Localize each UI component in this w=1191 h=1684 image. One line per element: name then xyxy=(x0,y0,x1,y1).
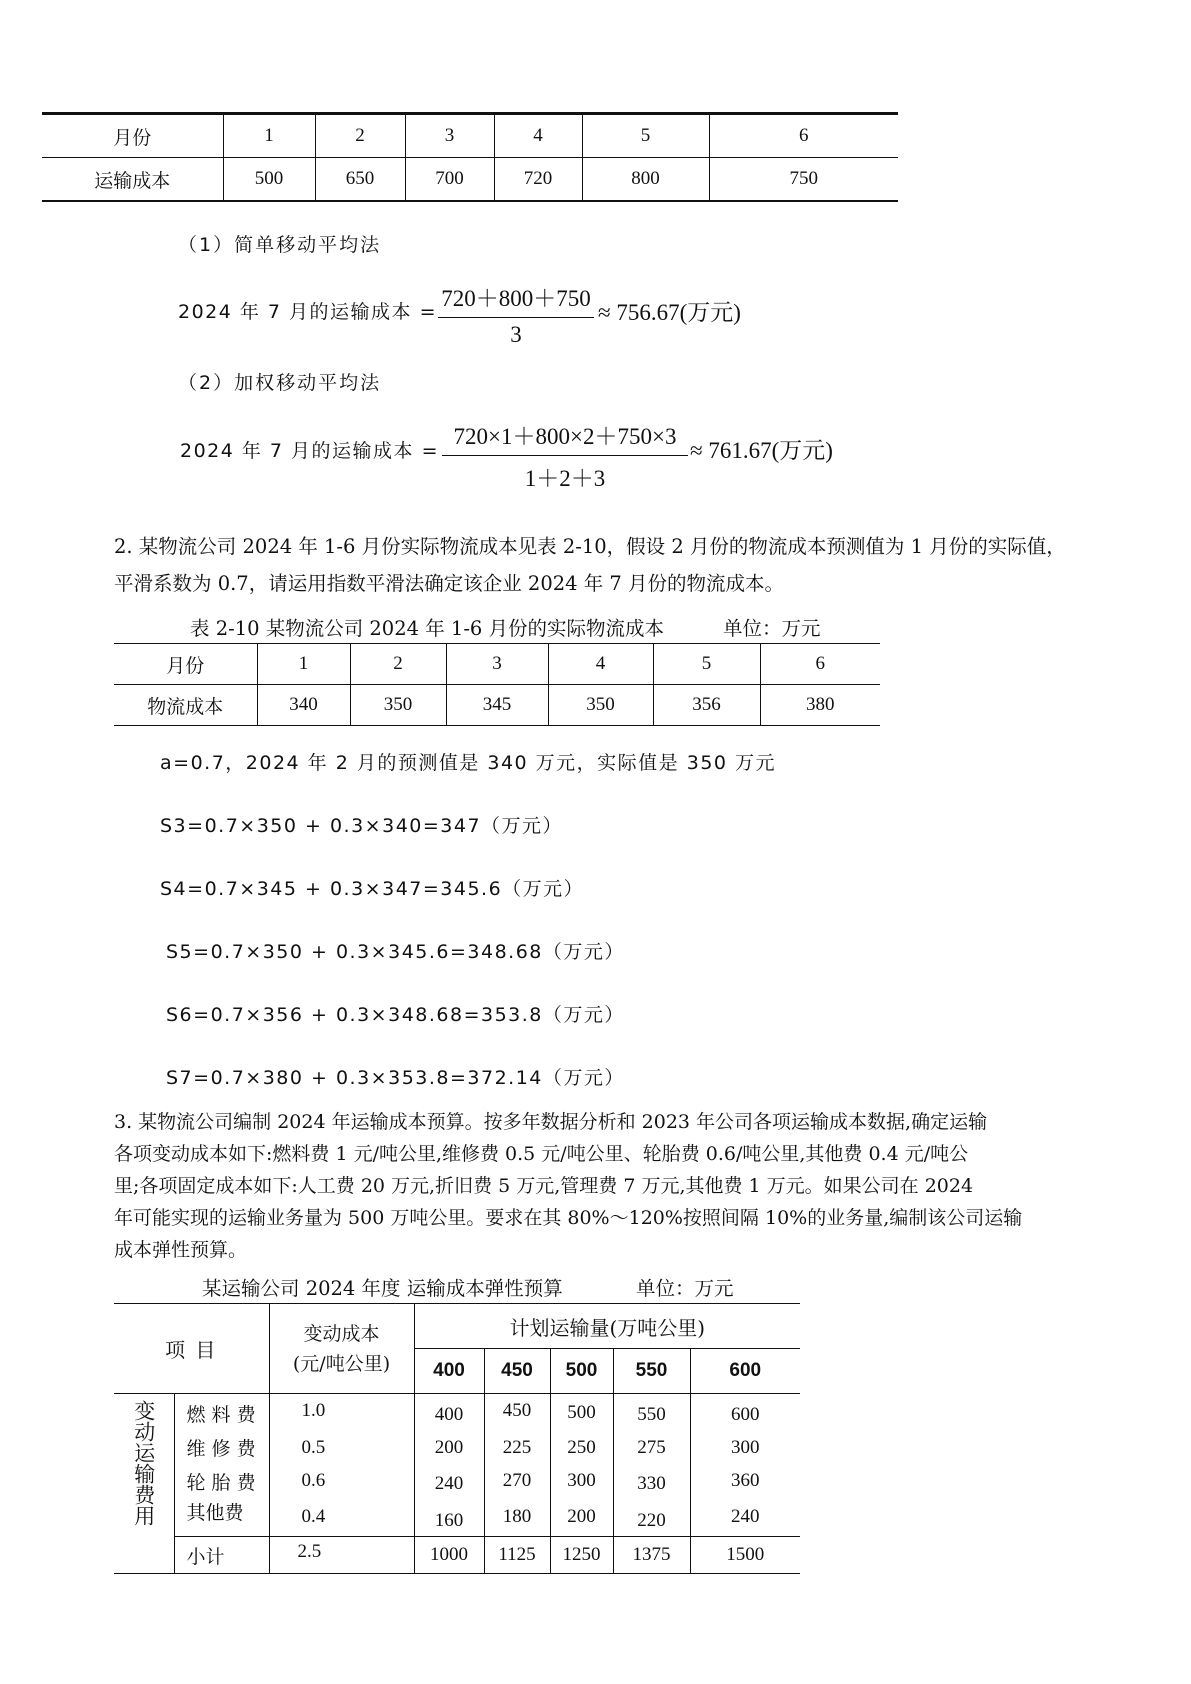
subtotal-cell: 1000 xyxy=(414,1537,484,1574)
table-row xyxy=(42,114,898,158)
q2-table-unit: 单位：万元 xyxy=(723,617,821,640)
table-row xyxy=(114,1464,800,1498)
logistics-cost-table xyxy=(114,643,880,726)
table-cell: 450 xyxy=(484,1394,550,1432)
table-cell: 250 xyxy=(550,1431,613,1464)
header-variable-cost xyxy=(269,1304,414,1394)
q3-table-unit: 单位：万元 xyxy=(636,1277,734,1300)
table-cell: 2 xyxy=(315,114,405,158)
table-row xyxy=(42,158,898,202)
q2-given: a=0.7，2024 年 2 月的预测值是 340 万元，实际值是 350 万元 xyxy=(160,752,777,774)
header-planned-volume: 计划运输量(万吨公里) xyxy=(414,1304,800,1349)
table-cell: 800 xyxy=(582,158,709,202)
volume-header: 550 xyxy=(613,1349,690,1394)
method1-lhs: 2024 年 7 月的运输成本 = xyxy=(178,301,438,323)
q2-text xyxy=(114,528,1174,602)
method2-fraction xyxy=(442,418,688,493)
table-row xyxy=(114,644,880,685)
q2-s4: S4=0.7×345 + 0.3×347=345.6（万元） xyxy=(160,878,585,900)
table-cell: 270 xyxy=(484,1464,550,1498)
subtotal-cell: 1125 xyxy=(484,1537,550,1574)
row-header: 运输成本 xyxy=(94,169,171,192)
table-row xyxy=(114,1394,800,1432)
q2-s7: S7=0.7×380 + 0.3×353.8=372.14（万元） xyxy=(166,1067,625,1089)
table-cell: 1 xyxy=(223,114,315,158)
q2-s3: S3=0.7×350 + 0.3×340=347（万元） xyxy=(160,815,564,837)
method1-numerator: 720＋800＋750 xyxy=(441,286,591,311)
table-row xyxy=(114,1431,800,1464)
table-cell: 345 xyxy=(446,685,548,726)
table-cell: 2 xyxy=(350,644,446,685)
method1-result: ≈ 756.67(万元) xyxy=(598,300,741,325)
subtotal-rate: 2.5 xyxy=(269,1537,414,1574)
table-cell: 380 xyxy=(760,685,880,726)
q3-line-3: 里;各项固定成本如下:人工费 20 万元,折旧费 5 万元,管理费 7 万元,其他费 1 万元。如果公司在 2024 xyxy=(114,1175,974,1197)
table-cell: 356 xyxy=(653,685,760,726)
item-name: 维 修 费 xyxy=(174,1431,269,1464)
method2-result: ≈ 761.67(万元) xyxy=(690,438,833,463)
row-header: 月份 xyxy=(42,114,223,158)
q2-line-2: 平滑系数为 0.7，请运用指数平滑法确定该企业 2024 年 7 月份的物流成本。 xyxy=(114,572,785,595)
table-cell: 3 xyxy=(446,644,548,685)
method2-numerator: 720×1＋800×2＋750×3 xyxy=(453,424,677,449)
q3-line-5: 成本弹性预算。 xyxy=(114,1239,248,1261)
table-cell: 700 xyxy=(405,158,494,202)
table-cell: 275 xyxy=(613,1431,690,1464)
q2-line-1: 2. 某物流公司 2024 年 1-6 月份实际物流成本见表 2-10，假设 2 月份的物流成本预测值为 1 月份的实际值， xyxy=(114,535,1066,558)
volume-header: 600 xyxy=(690,1349,800,1394)
table-cell: 240 xyxy=(690,1498,800,1537)
table-cell: 600 xyxy=(690,1394,800,1432)
table-cell: 240 xyxy=(414,1464,484,1498)
subtotal-cell: 1250 xyxy=(550,1537,613,1574)
method2-denominator: 1＋2＋3 xyxy=(524,466,606,491)
q2-table-caption: 表 2-10 某物流公司 2024 年 1-6 月份的实际物流成本 xyxy=(190,617,665,640)
table-cell: 300 xyxy=(690,1431,800,1464)
table-cell: 180 xyxy=(484,1498,550,1537)
group-label: 变动运输费用 xyxy=(131,1400,156,1526)
flexible-budget-table xyxy=(114,1303,800,1574)
method2-lhs: 2024 年 7 月的运输成本 = xyxy=(180,440,440,462)
header-variable-cost-unit: (元/吨公里) xyxy=(292,1352,391,1375)
item-name: 轮 胎 费 xyxy=(174,1464,269,1498)
table-cell: 6 xyxy=(760,644,880,685)
header-variable-cost-label: 变动成本 xyxy=(303,1322,380,1345)
table-cell: 750 xyxy=(709,158,898,202)
table-row xyxy=(114,1537,800,1574)
table-cell: 220 xyxy=(613,1498,690,1537)
table-cell: 400 xyxy=(414,1394,484,1432)
table-cell: 720 xyxy=(494,158,582,202)
q3-table-caption: 某运输公司 2024 年度 运输成本弹性预算 xyxy=(202,1277,563,1300)
row-header: 月份 xyxy=(114,644,257,685)
group-label-cell xyxy=(114,1394,174,1574)
q2-s6: S6=0.7×356 + 0.3×348.68=353.8（万元） xyxy=(166,1004,625,1026)
table-cell: 4 xyxy=(548,644,653,685)
table-cell: 5 xyxy=(653,644,760,685)
table-cell: 1 xyxy=(257,644,350,685)
item-rate: 0.6 xyxy=(269,1464,414,1498)
item-rate: 0.4 xyxy=(269,1498,414,1537)
subtotal-name: 小计 xyxy=(174,1537,269,1574)
table-cell: 4 xyxy=(494,114,582,158)
table-cell: 330 xyxy=(613,1464,690,1498)
table-cell: 200 xyxy=(414,1431,484,1464)
table-cell: 225 xyxy=(484,1431,550,1464)
item-name: 燃 料 费 xyxy=(174,1394,269,1432)
row-header: 物流成本 xyxy=(147,695,224,718)
q2-s5: S5=0.7×350 + 0.3×345.6=348.68（万元） xyxy=(166,941,625,963)
header-item: 项 目 xyxy=(114,1304,269,1394)
q3-line-2: 各项变动成本如下:燃料费 1 元/吨公里,维修费 0.5 元/吨公里、轮胎费 0.6/吨公里,其他费 0.4 元/吨公 xyxy=(114,1143,969,1165)
table-cell: 340 xyxy=(257,685,350,726)
table-cell: 350 xyxy=(548,685,653,726)
subtotal-cell: 1375 xyxy=(613,1537,690,1574)
method1-label: （1）简单移动平均法 xyxy=(178,234,382,256)
volume-header: 400 xyxy=(414,1349,484,1394)
table-row xyxy=(114,1304,800,1349)
q3-line-4: 年可能实现的运输业务量为 500 万吨公里。要求在其 80%～120%按照间隔 10%的业务量,编制该公司运输 xyxy=(114,1207,1023,1229)
table-cell: 350 xyxy=(350,685,446,726)
table-row xyxy=(114,685,880,726)
volume-header: 500 xyxy=(550,1349,613,1394)
q3-line-1: 3. 某物流公司编制 2024 年运输成本预算。按多年数据分析和 2023 年公司各项运输成本数据,确定运输 xyxy=(114,1111,988,1133)
table-row xyxy=(114,1498,800,1537)
method2-label: （2）加权移动平均法 xyxy=(178,372,382,394)
method1-fraction xyxy=(438,280,594,348)
transport-cost-table xyxy=(42,112,898,202)
subtotal-cell: 1500 xyxy=(690,1537,800,1574)
table-cell: 6 xyxy=(709,114,898,158)
table-cell: 550 xyxy=(613,1394,690,1432)
table-cell: 500 xyxy=(550,1394,613,1432)
item-rate: 0.5 xyxy=(269,1431,414,1464)
table-cell: 3 xyxy=(405,114,494,158)
item-rate: 1.0 xyxy=(269,1394,414,1432)
table-cell: 5 xyxy=(582,114,709,158)
table-cell: 500 xyxy=(223,158,315,202)
table-cell: 360 xyxy=(690,1464,800,1498)
q3-text xyxy=(114,1106,1154,1266)
table-cell: 300 xyxy=(550,1464,613,1498)
table-cell: 160 xyxy=(414,1498,484,1537)
item-name: 其他费 xyxy=(174,1498,269,1537)
volume-header: 450 xyxy=(484,1349,550,1394)
table-cell: 200 xyxy=(550,1498,613,1537)
table-cell: 650 xyxy=(315,158,405,202)
method1-denominator: 3 xyxy=(510,322,522,347)
